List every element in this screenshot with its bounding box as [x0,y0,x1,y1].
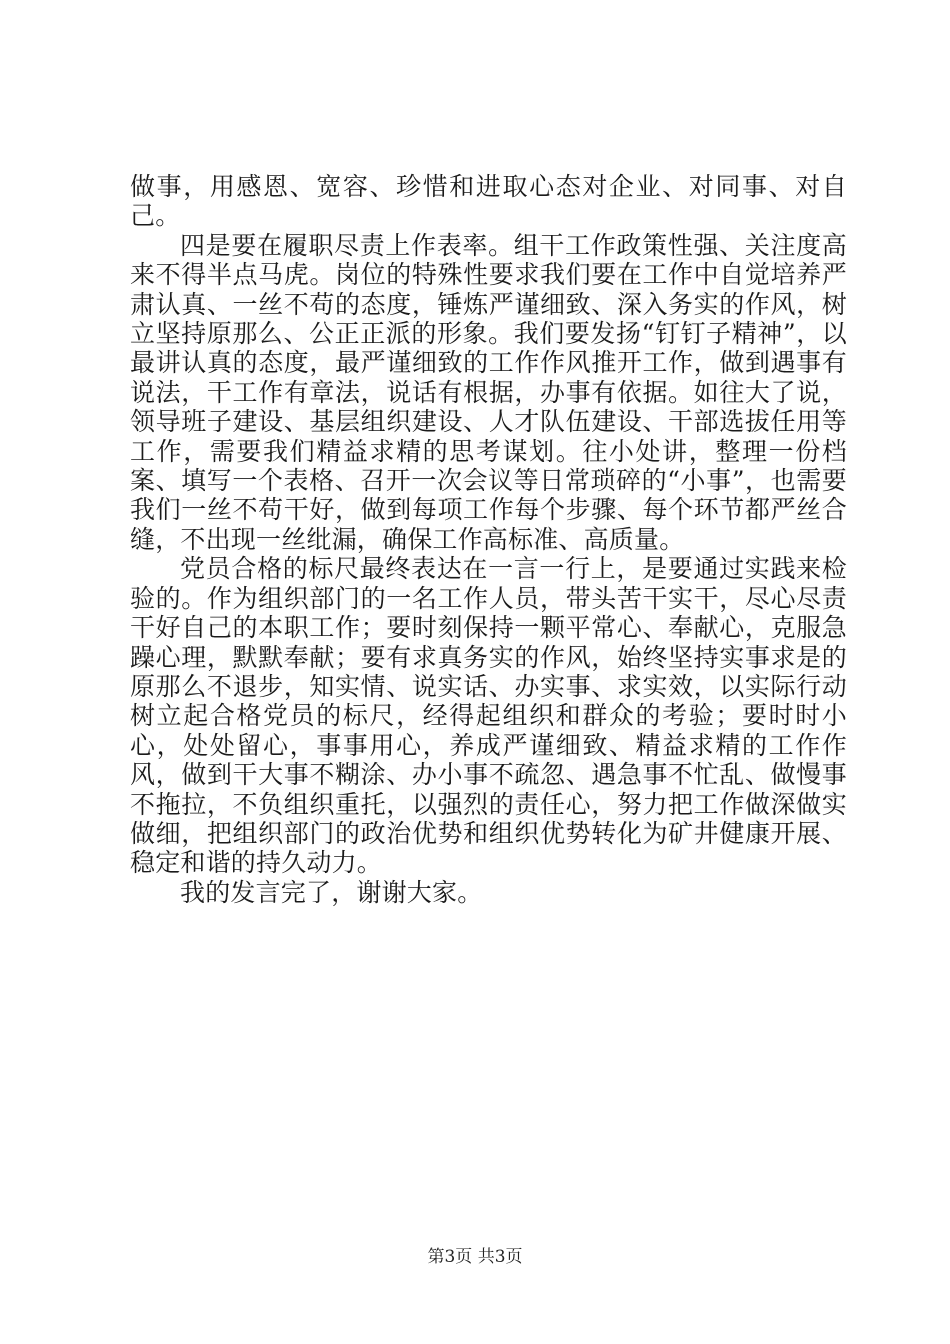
paragraph-party-member-standard: 党员合格的标尺最终表达在一言一行上，是要通过实践来检验的。作为组织部门的一名工作人员，带头苦干实干，尽心尽责干好自己的本职工作；要时刻保持一颗平常心、奉献心，克服急躁心理，默默奉献；要有求真务实的作风，始终坚持实事求是的原那么不退步，知实情、说实话、办实事、求实效，以实际行动树立起合格党员的标尺，经得起组织和群众的考验；要时时小心，处处留心，事事用心，养成严谨细致、精益求精的工作作风，做到干大事不糊涂、办小事不疏忽、遇急事不忙乱、做慢事不拖拉，不负组织重托，以强烈的责任心，努力把工作做深做实做细，把组织部门的政治优势和组织优势转化为矿井健康开展、稳定和谐的持久动力。 [130,554,847,878]
page-number-footer: 第3页 共3页 [427,1247,523,1267]
paragraph-closing-remark: 我的发言完了，谢谢大家。 [180,877,483,907]
document-body [130,172,847,907]
paragraph-continuation: 做事，用感恩、宽容、珍惜和进取心态对企业、对同事、对自己。 [130,172,847,231]
paragraph-duty-example: 四是要在履职尽责上作表率。组干工作政策性强、关注度高来不得半点马虎。岗位的特殊性要求我们要在工作中自觉培养严肃认真、一丝不苟的态度，锤炼严谨细致、深入务实的作风，树立坚持原那么、公正正派的形象。我们要发扬“钉钉子精神”，以最讲认真的态度，最严谨细致的工作作风推开工作，做到遇事有说法，干工作有章法，说话有根据，办事有依据。如往大了说，领导班子建设、基层组织建设、人才队伍建设、干部选拔任用等工作，需要我们精益求精的思考谋划。往小处讲，整理一份档案、填写一个表格、召开一次会议等日常琐碎的“小事”，也需要我们一丝不苟干好，做到每项工作每个步骤、每个环节都严丝合缝，不出现一丝纰漏，确保工作高标准、高质量。 [130,230,847,554]
